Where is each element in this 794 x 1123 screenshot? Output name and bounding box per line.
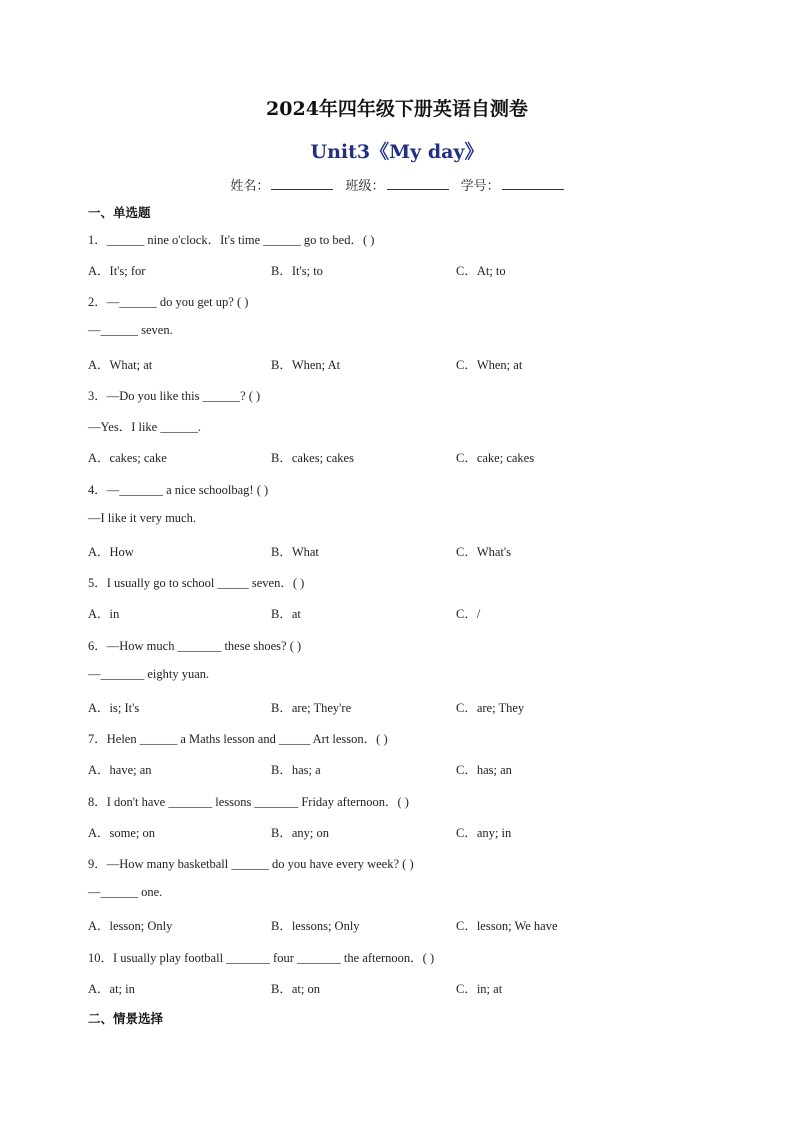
- section-heading-situational: 二、情景选择: [88, 1011, 164, 1026]
- question-3-line-1: 3．—Do you like this ______? ( ): [88, 389, 261, 403]
- question-7-option-c[interactable]: C．has; an: [456, 763, 512, 777]
- question-1-line-1: 1．______ nine o'clock．It's time ______ go to bed．( ): [88, 233, 375, 247]
- question-7-option-a[interactable]: A．have; an: [88, 763, 152, 777]
- question-9-option-b[interactable]: B．lessons; Only: [271, 919, 360, 933]
- id-label: 学号：: [460, 179, 500, 194]
- section-heading-single-choice: 一、单选题: [88, 205, 151, 220]
- question-8-option-b[interactable]: B．any; on: [271, 826, 329, 840]
- page-subtitle: Unit3《My day》: [310, 141, 484, 163]
- question-2-option-b[interactable]: B．When; At: [271, 358, 341, 372]
- question-10-option-c[interactable]: C．in; at: [456, 982, 503, 996]
- question-7-option-b[interactable]: B．has; a: [271, 763, 321, 777]
- question-10-line-1: 10．I usually play football _______ four _______ the afternoon．( ): [88, 951, 435, 965]
- question-7-line-1: 7．Helen ______ a Maths lesson and _____ Art lesson．( ): [88, 732, 388, 746]
- question-5-line-1: 5．I usually go to school _____ seven．( ): [88, 576, 305, 590]
- question-8-line-1: 8．I don't have _______ lessons _______ Friday afternoon．( ): [88, 795, 409, 809]
- question-4-option-b[interactable]: B．What: [271, 545, 319, 559]
- question-3-option-b[interactable]: B．cakes; cakes: [271, 451, 354, 465]
- question-2-line-1: 2．—______ do you get up? ( ): [88, 295, 249, 309]
- name-blank[interactable]: [271, 177, 333, 190]
- question-5-option-c[interactable]: C．/: [456, 607, 481, 621]
- question-4-option-c[interactable]: C．What's: [456, 545, 512, 559]
- question-9-option-a[interactable]: A．lesson; Only: [88, 919, 173, 933]
- question-2-option-a[interactable]: A．What; at: [88, 358, 153, 372]
- question-5-option-b[interactable]: B．at: [271, 607, 301, 621]
- question-9-line-1: 9．—How many basketball ______ do you have every week? ( ): [88, 857, 414, 871]
- question-9-line-2: —______ one.: [88, 885, 163, 899]
- question-3-option-a[interactable]: A．cakes; cake: [88, 451, 167, 465]
- page-title: 2024年四年级下册英语自测卷: [266, 98, 528, 120]
- question-2-option-c[interactable]: C．When; at: [456, 358, 523, 372]
- question-6-option-c[interactable]: C．are; They: [456, 701, 525, 715]
- question-10-option-b[interactable]: B．at; on: [271, 982, 320, 996]
- id-blank[interactable]: [502, 177, 564, 190]
- question-6-line-2: —_______ eighty yuan.: [88, 667, 210, 681]
- question-8-option-a[interactable]: A．some; on: [88, 826, 156, 840]
- question-10-option-a[interactable]: A．at; in: [88, 982, 135, 996]
- question-3-option-c[interactable]: C．cake; cakes: [456, 451, 535, 465]
- name-label: 姓名：: [230, 179, 270, 194]
- question-1-option-c[interactable]: C．At; to: [456, 264, 506, 278]
- question-4-line-1: 4．—_______ a nice schoolbag! ( ): [88, 483, 269, 497]
- student-info-row: [0, 175, 794, 194]
- question-8-option-c[interactable]: C．any; in: [456, 826, 512, 840]
- question-4-line-2: —I like it very much.: [88, 511, 196, 525]
- question-1-option-a[interactable]: A．It's; for: [88, 264, 146, 278]
- question-9-option-c[interactable]: C．lesson; We have: [456, 919, 558, 933]
- class-blank[interactable]: [387, 177, 449, 190]
- question-6-option-a[interactable]: A．is; It's: [88, 701, 140, 715]
- question-3-line-2: —Yes．I like ______.: [88, 420, 201, 434]
- class-label: 班级：: [345, 179, 385, 194]
- question-6-option-b[interactable]: B．are; They're: [271, 701, 352, 715]
- question-5-option-a[interactable]: A．in: [88, 607, 120, 621]
- question-4-option-a[interactable]: A．How: [88, 545, 134, 559]
- question-6-line-1: 6．—How much _______ these shoes? ( ): [88, 639, 302, 653]
- question-2-line-2: —______ seven.: [88, 323, 173, 337]
- question-1-option-b[interactable]: B．It's; to: [271, 264, 323, 278]
